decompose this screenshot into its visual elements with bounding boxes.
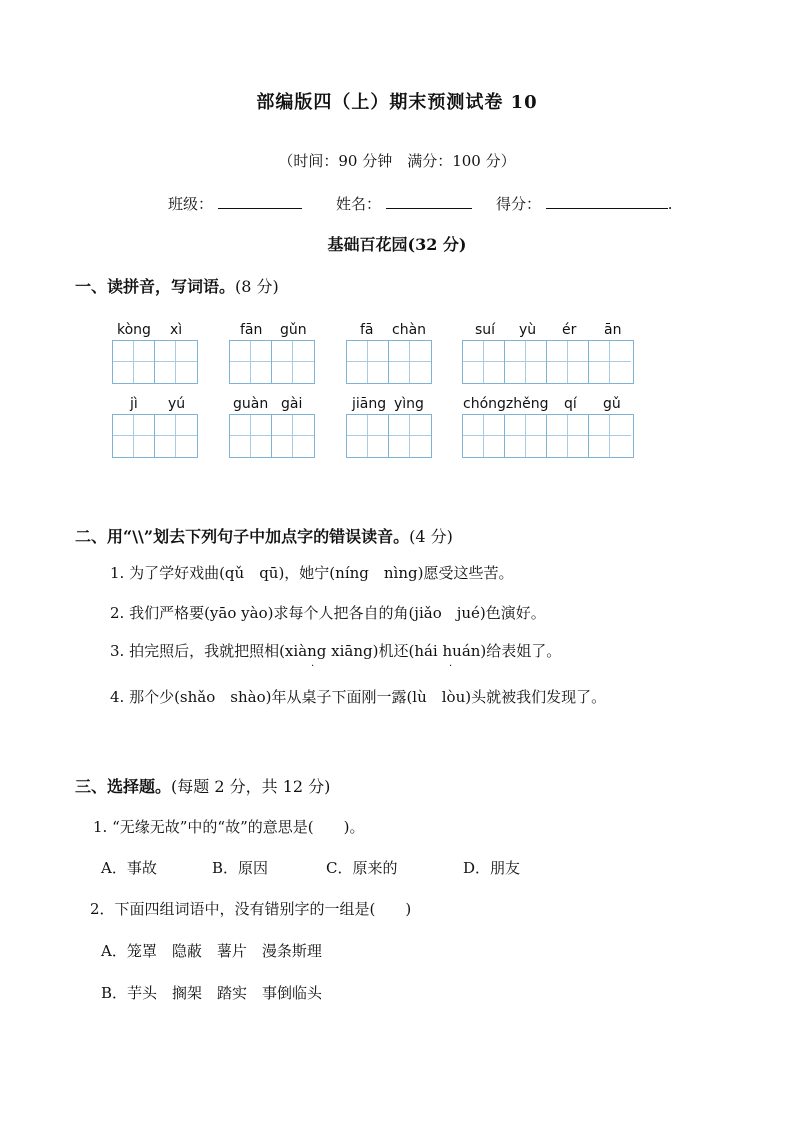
writing-grid[interactable] bbox=[229, 414, 315, 458]
writing-grid[interactable] bbox=[112, 414, 198, 458]
score-blank[interactable] bbox=[546, 192, 668, 209]
writing-grid[interactable] bbox=[462, 340, 634, 384]
writing-grid[interactable] bbox=[346, 340, 432, 384]
option-b[interactable]: B．芋头 搁架 踏实 事倒临头 bbox=[101, 984, 323, 1002]
option-b[interactable]: B．原因 bbox=[212, 859, 269, 877]
question-1-points: (8 分) bbox=[235, 277, 279, 296]
pinyin-syllable: suí bbox=[475, 322, 496, 338]
pinyin-syllable: yù bbox=[519, 322, 537, 338]
pinyin-syllable: gài bbox=[281, 396, 303, 412]
pinyin-syllable: xì bbox=[170, 322, 183, 338]
option-c[interactable]: C．原来的 bbox=[326, 859, 398, 877]
pinyin-syllable: qí bbox=[564, 396, 577, 412]
pinyin-syllable: guàn bbox=[233, 396, 269, 412]
option-d[interactable]: D．朋友 bbox=[463, 859, 521, 877]
pinyin-item bbox=[229, 396, 315, 458]
question-3-2-stem: 2．下面四组词语中，没有错别字的一组是( ) bbox=[90, 900, 412, 918]
class-field bbox=[168, 192, 302, 214]
pinyin-item bbox=[112, 396, 198, 458]
pinyin-syllable: fān bbox=[240, 322, 263, 338]
pinyin-syllable: yú bbox=[168, 396, 186, 412]
pinyin-syllable: fā bbox=[360, 322, 374, 338]
pinyin-syllable: ér bbox=[562, 322, 577, 338]
emphasis-dot-icon: · bbox=[449, 661, 453, 672]
option-a[interactable]: A．事故 bbox=[101, 859, 157, 877]
question-3-heading bbox=[75, 774, 330, 797]
pinyin-item bbox=[112, 322, 198, 384]
option-a[interactable]: A．笼罩 隐蔽 薯片 漫条斯理 bbox=[101, 942, 322, 960]
name-field bbox=[336, 192, 472, 214]
score-field bbox=[496, 192, 673, 214]
exam-time-score: （时间：90 分钟 满分：100 分） bbox=[278, 152, 516, 170]
question-2-text: 二、用“\\”划去下列句子中加点字的错误读音。 bbox=[75, 527, 410, 546]
pinyin-item bbox=[462, 396, 634, 458]
pinyin-item bbox=[229, 322, 315, 384]
question-3-text: 三、选择题。 bbox=[75, 777, 172, 796]
emphasis-dot-icon: · bbox=[311, 661, 315, 672]
pinyin-syllable: yìng bbox=[394, 396, 424, 412]
writing-grid[interactable] bbox=[462, 414, 634, 458]
writing-grid[interactable] bbox=[229, 340, 315, 384]
question-3-1-stem: 1. “无缘无故”中的“故”的意思是( )。 bbox=[93, 818, 365, 836]
name-label: 姓名： bbox=[336, 195, 382, 213]
pinyin-syllable: jì bbox=[130, 396, 138, 412]
question-2-line: 2. 我们严格要(yāo yào)求每个人把各自的角(jiǎo jué)色演好。 bbox=[110, 604, 546, 622]
question-3-points: (每题 2 分，共 12 分) bbox=[171, 777, 331, 796]
class-label: 班级： bbox=[168, 195, 214, 213]
pinyin-syllable: ān bbox=[604, 322, 622, 338]
pinyin-syllable: chóngzhěng bbox=[463, 396, 549, 412]
name-blank[interactable] bbox=[386, 192, 472, 209]
writing-grid[interactable] bbox=[112, 340, 198, 384]
pinyin-item bbox=[462, 322, 634, 384]
pinyin-item bbox=[346, 322, 432, 384]
score-label: 得分： bbox=[496, 195, 542, 213]
class-blank[interactable] bbox=[218, 192, 302, 209]
pinyin-syllable: gǔ bbox=[603, 396, 621, 412]
writing-grid[interactable] bbox=[346, 414, 432, 458]
pinyin-syllable: jiāng bbox=[352, 396, 387, 412]
pinyin-syllable: kòng bbox=[117, 322, 151, 338]
section-title: 基础百花园(32 分) bbox=[327, 235, 467, 254]
question-2-points: (4 分) bbox=[409, 527, 453, 546]
question-2-line: 4. 那个少(shǎo shào)年从桌子下面刚一露(lù lòu)头就被我们发现了。 bbox=[110, 688, 607, 706]
question-2-line: 3. 拍完照后，我就把照相(xiàng xiāng)机还(hái huán)给表姐了。 bbox=[110, 642, 562, 660]
pinyin-item bbox=[346, 396, 432, 458]
pinyin-syllable: gǔn bbox=[280, 322, 307, 338]
question-1-heading bbox=[75, 274, 279, 297]
question-2-line: 1. 为了学好戏曲(qǔ qū)，她宁(níng nìng)愿受这些苦。 bbox=[110, 564, 514, 582]
page-title: 部编版四（上）期末预测试卷 10 bbox=[256, 92, 538, 113]
question-1-text: 一、读拼音，写词语。 bbox=[75, 277, 236, 296]
pinyin-syllable: chàn bbox=[392, 322, 427, 338]
score-end-mark: . bbox=[667, 195, 673, 213]
question-2-heading bbox=[75, 524, 453, 547]
